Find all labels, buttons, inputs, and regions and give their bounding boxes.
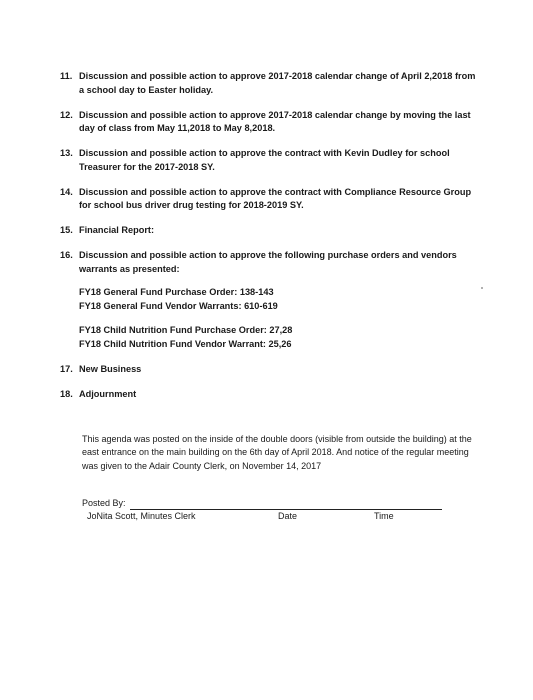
child-nutrition-vendor-warrant: FY18 Child Nutrition Fund Vendor Warrant: 25,26 (79, 338, 292, 349)
item-number: 12. (60, 109, 73, 120)
posted-by-label: Posted By: (82, 498, 126, 508)
item-number: 16. (60, 250, 73, 260)
item-number: 14. (60, 186, 73, 197)
child-nutrition-purchase-order: FY18 Child Nutrition Fund Purchase Order: 27,28 (79, 325, 293, 335)
agenda-item-17 (60, 363, 480, 377)
general-fund-purchase-order: FY18 General Fund Purchase Order: 138-143 (79, 287, 274, 297)
posting-signature-block (82, 497, 442, 524)
item-text: Discussion and possible action to approve the following purchase orders and vendors warrants as presented: (79, 250, 457, 274)
general-fund-vendor-warrants: FY18 General Fund Vendor Warrants: 610-619 (79, 300, 278, 311)
time-label: Time (374, 511, 394, 521)
scan-speck (481, 287, 483, 289)
item-text: Adjournment (79, 388, 137, 399)
item-number: 13. (60, 148, 73, 158)
item-number: 18. (60, 388, 73, 399)
agenda-item-18 (60, 388, 480, 402)
purchase-order-details (79, 286, 480, 351)
posting-notice: This agenda was posted on the inside of the double doors (visible from outside the building) at the east entrance on the main building on the 6th day of April 2018. And notice of the regular meeting was given to the Adair County Clerk, on November 14, 2017 (82, 434, 472, 471)
agenda-list (60, 70, 480, 413)
item-text: Discussion and possible action to approve the contract with Kevin Dudley for school Treasurer for the 2017-2018 SY. (79, 148, 450, 172)
clerk-name: JoNita Scott, Minutes Clerk (87, 511, 196, 521)
agenda-item-11 (60, 70, 480, 97)
item-text: Discussion and possible action to approve 2017-2018 calendar change of April 2,2018 from a school day to Easter holiday. (79, 71, 476, 95)
signature-line (130, 500, 442, 510)
item-text: New Business (79, 363, 142, 374)
item-text: Financial Report: (79, 225, 155, 235)
item-text: Discussion and possible action to approve the contract with Compliance Resource Group for school bus driver drug testing for 2018-2019 SY. (79, 186, 472, 210)
item-text: Discussion and possible action to approve 2017-2018 calendar change by moving the last day of class from May 11,2018 to May 8,2018. (79, 109, 471, 133)
item-number: 11. (60, 71, 73, 81)
agenda-item-12 (60, 109, 480, 136)
date-label: Date (278, 511, 298, 521)
agenda-item-14 (60, 186, 480, 213)
agenda-item-15 (60, 224, 480, 238)
agenda-item-16 (60, 249, 480, 351)
item-number: 15. (60, 225, 73, 235)
agenda-item-13 (60, 147, 480, 174)
item-number: 17. (60, 363, 73, 374)
